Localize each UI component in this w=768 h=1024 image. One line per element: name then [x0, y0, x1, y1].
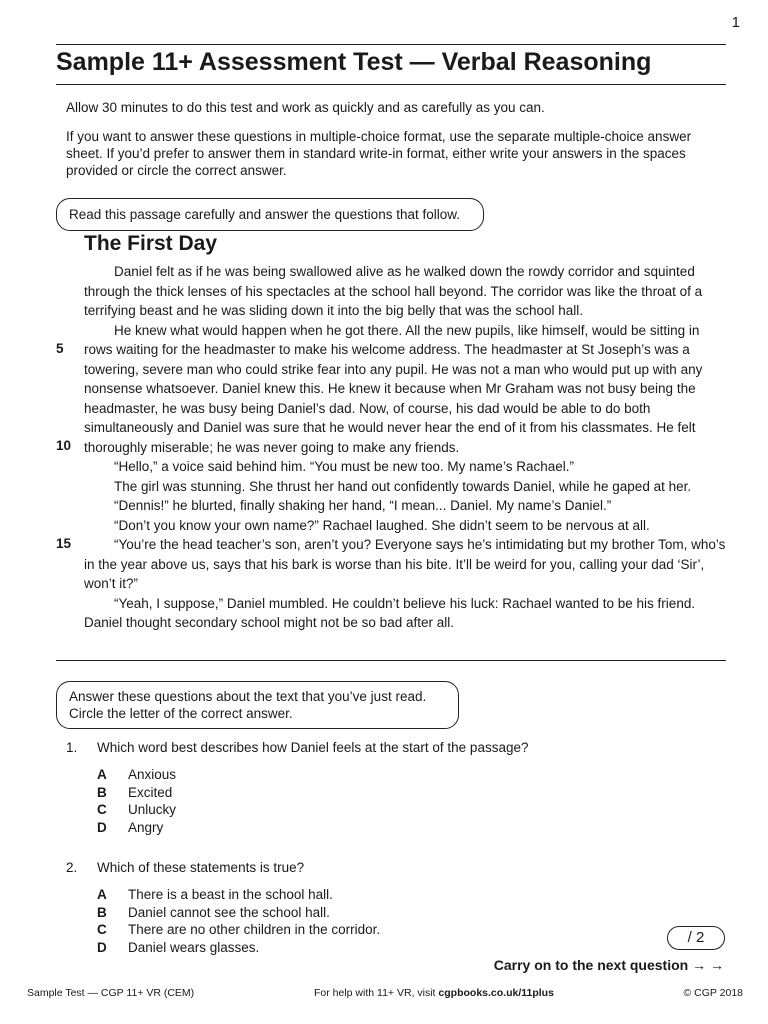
passage-paragraph: “Don’t you know your own name?” Rachael laughed. She didn’t seem to be nervous at all. — [114, 517, 650, 533]
section-divider — [56, 660, 726, 661]
option-b[interactable]: B Excited — [97, 784, 173, 800]
score-box: / 2 — [667, 926, 725, 950]
passage-paragraph: “You’re the head teacher’s son, aren’t you? Everyone says he’s intimidating but my brother Tom, who’s in the year above us, says that his bark is worse than his bite. It’ll be weird for you, calling your dad ‘Sir’, won’t it?” — [84, 537, 726, 591]
top-rule — [56, 44, 726, 45]
line-number-10: 10 — [56, 438, 72, 453]
question-instruction-box — [56, 681, 459, 729]
passage-instruction: Read this passage carefully and answer the questions that follow. — [69, 207, 460, 222]
question-number: 2. — [66, 860, 78, 875]
option-d[interactable]: D Angry — [97, 819, 164, 835]
option-b[interactable]: B Daniel cannot see the school hall. — [97, 904, 330, 920]
option-d[interactable]: D Daniel wears glasses. — [97, 939, 260, 955]
passage-instruction-box — [56, 198, 484, 231]
line-number-15: 15 — [56, 536, 72, 551]
passage-paragraph: He knew what would happen when he got there. All the new pupils, like himself, would be sitting in rows waiting for the headmaster to make his welcome address. The headmaster at St Joseph’s was a towering, severe man who could strike fear into any pupil. He was not a man who would put up with any nonsense whatsoever. Daniel knew this. He knew it because when Mr Graham was not busy being the headmaster, he was busy being Daniel’s dad. Now, of course, his dad would be able to do both simultaneously and Daniel was sure that he would never hear the end of it from his classmates. He felt thoroughly miserable; he was never going to make any friends. — [84, 322, 703, 455]
question-2-options — [97, 886, 380, 956]
passage-text — [84, 262, 729, 633]
intro-format: If you want to answer these questions in multiple-choice format, use the separate multiple-choice answer sheet. If you’d prefer to answer them in standard write-in format, either write your answers in the spaces provided or circle the correct answer. — [66, 129, 692, 178]
intro-time: Allow 30 minutes to do this test and work as quickly and as carefully as you can. — [66, 100, 545, 115]
question-number: 1. — [66, 740, 78, 755]
page-number: 1 — [731, 14, 740, 31]
footer-right: © CGP 2018 — [683, 987, 743, 999]
page-title: Sample 11+ Assessment Test — Verbal Reasoning — [56, 48, 652, 76]
line-number-5: 5 — [56, 341, 64, 356]
option-c[interactable]: C Unlucky — [97, 802, 177, 817]
passage-paragraph: “Dennis!” he blurted, finally shaking her hand, “I mean... Daniel. My name’s Daniel.” — [114, 498, 612, 513]
option-c[interactable]: C There are no other children in the corridor. — [97, 922, 381, 937]
question-text: Which word best describes how Daniel feels at the start of the passage? — [97, 740, 529, 755]
passage-title: The First Day — [84, 232, 218, 255]
question-1-options — [97, 766, 176, 836]
footer-help-text: For help with 11+ VR, visit — [314, 987, 439, 999]
footer-center — [314, 987, 554, 999]
question-1 — [66, 739, 528, 757]
title-rule — [56, 84, 726, 85]
question-2 — [66, 859, 304, 877]
option-a[interactable]: A Anxious — [97, 767, 177, 782]
passage-paragraph: “Yeah, I suppose,” Daniel mumbled. He couldn’t believe his luck: Rachael wanted to be his friend. Daniel thought secondary school might not be so bad after all. — [84, 595, 696, 630]
option-a[interactable]: A There is a beast in the school hall. — [97, 887, 333, 902]
footer-left: Sample Test — CGP 11+ VR (CEM) — [27, 987, 195, 999]
footer-link[interactable]: cgpbooks.co.uk/11plus — [438, 987, 554, 999]
passage-paragraph: The girl was stunning. She thrust her hand out confidently towards Daniel, while he gaped at her. — [114, 478, 692, 494]
passage-paragraph: “Hello,” a voice said behind him. “You must be new too. My name’s Rachael.” — [114, 459, 574, 474]
question-instruction: Answer these questions about the text that you’ve just read. Circle the letter of the correct answer. — [69, 689, 427, 721]
question-text: Which of these statements is true? — [97, 860, 305, 875]
carry-on-text: Carry on to the next question → → — [493, 957, 724, 973]
passage-paragraph: Daniel felt as if he was being swallowed alive as he walked down the rowdy corridor and squinted through the thick lenses of his spectacles at the school hall beyond. The corridor was like the throat of a terrifying beast and he was sliding down it into the big belly that was the school hall. — [84, 264, 703, 318]
